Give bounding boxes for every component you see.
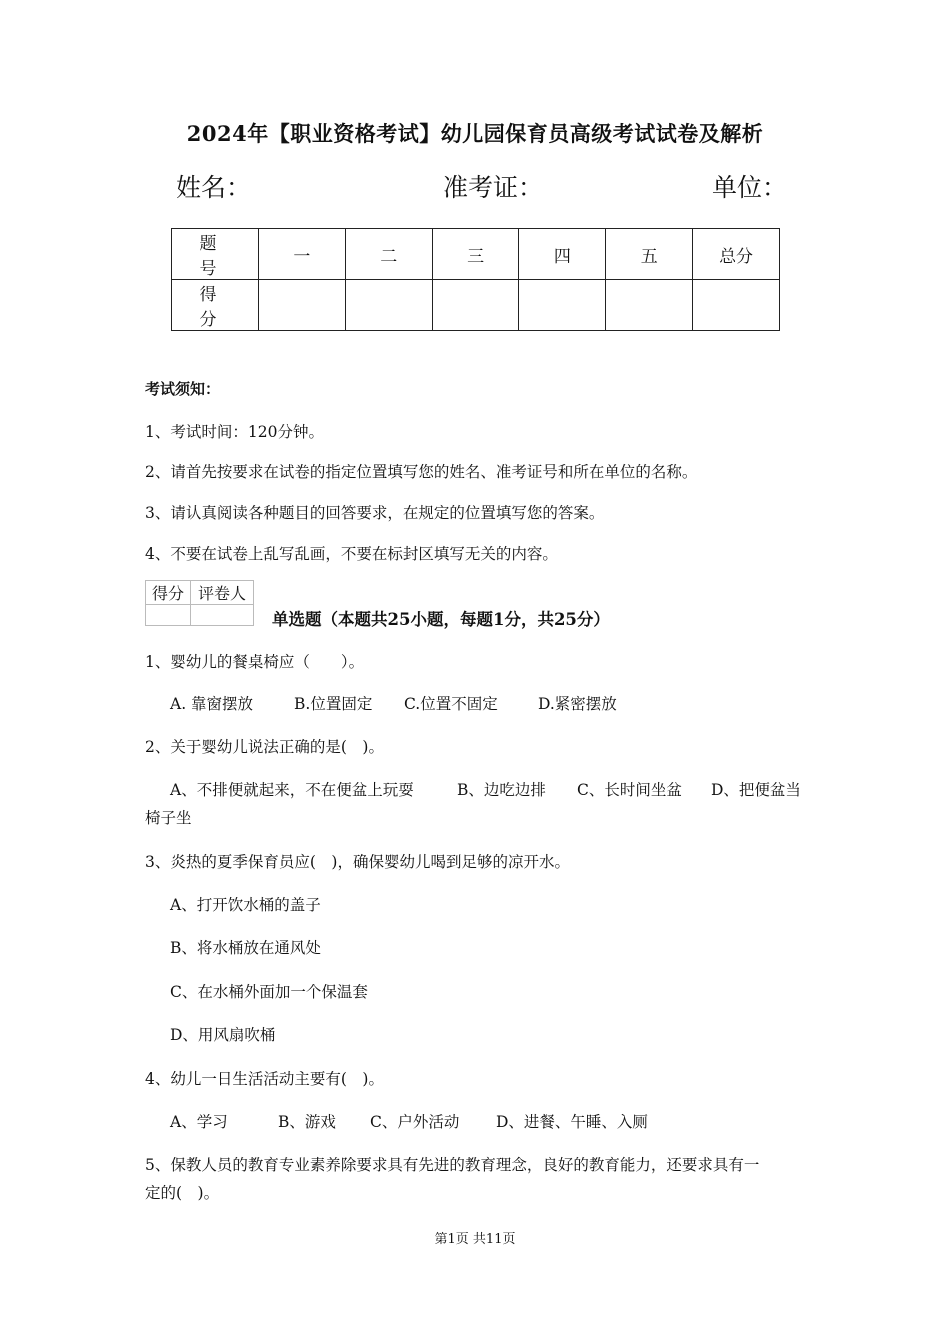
- option-c[interactable]: C、户外活动: [370, 1113, 460, 1131]
- name-field-label: 姓名：: [176, 173, 252, 202]
- question-4-options: [170, 1110, 648, 1132]
- question-1-options: [170, 692, 617, 714]
- score-table-header-row: [172, 229, 780, 280]
- score-table: [171, 228, 780, 331]
- option-b[interactable]: B、游戏: [278, 1113, 336, 1131]
- option-b[interactable]: B、边吃边排: [457, 781, 546, 799]
- option-a[interactable]: A、不排便就起来，不在便盆上玩耍: [170, 781, 414, 799]
- option-d[interactable]: D.紧密摆放: [538, 695, 617, 713]
- notice-item: 3、请认真阅读各种题目的回答要求，在规定的位置填写您的答案。: [145, 504, 605, 522]
- option-b[interactable]: B.位置固定: [294, 695, 373, 713]
- option-d[interactable]: D、把便盆当: [711, 781, 801, 799]
- option-a[interactable]: A. 靠窗摆放: [170, 695, 254, 713]
- option-d[interactable]: D、进餐、午睡、入厕: [496, 1113, 648, 1131]
- question-5: 5、保教人员的教育专业素养除要求具有先进的教育理念，良好的教育能力，还要求具有一: [145, 1156, 760, 1174]
- grader-name-label: 评卷人: [191, 581, 254, 605]
- option-c[interactable]: C、长时间坐盆: [577, 781, 682, 799]
- score-cell-4[interactable]: [519, 280, 606, 331]
- exam-id-field-label: 准考证：: [443, 173, 544, 202]
- grader-score-cell[interactable]: [146, 605, 191, 626]
- score-col-4: 四: [519, 229, 606, 280]
- score-col-2: 二: [345, 229, 432, 280]
- notice-item: 2、请首先按要求在试卷的指定位置填写您的姓名、准考证号和所在单位的名称。: [145, 463, 698, 481]
- grader-name-cell[interactable]: [191, 605, 254, 626]
- option-d[interactable]: D、用风扇吹桶: [170, 1026, 276, 1044]
- question-4: 4、幼儿一日生活活动主要有( )。: [145, 1070, 384, 1088]
- score-cell-1[interactable]: [259, 280, 346, 331]
- option-c[interactable]: C.位置不固定: [404, 695, 498, 713]
- score-cell-5[interactable]: [606, 280, 693, 331]
- question-2-options: [170, 778, 801, 800]
- score-col-5: 五: [606, 229, 693, 280]
- score-cell-3[interactable]: [432, 280, 519, 331]
- score-col-1: 一: [259, 229, 346, 280]
- question-2-continuation: 椅子坐: [145, 809, 192, 827]
- score-col-3: 三: [432, 229, 519, 280]
- score-col-total: 总分: [693, 229, 780, 280]
- question-3: 3、炎热的夏季保育员应( )，确保婴幼儿喝到足够的凉开水。: [145, 853, 570, 871]
- option-a[interactable]: A、打开饮水桶的盖子: [170, 896, 321, 914]
- page-footer: 第1页 共11页: [434, 1232, 516, 1247]
- notice-item: 4、不要在试卷上乱写乱画，不要在标封区填写无关的内容。: [145, 545, 558, 563]
- option-c[interactable]: C、在水桶外面加一个保温套: [170, 983, 368, 1001]
- score-cell-2[interactable]: [345, 280, 432, 331]
- section-title: 单选题（本题共25小题，每题1分，共25分）: [272, 610, 610, 629]
- score-table-score-row: [172, 280, 780, 331]
- option-b[interactable]: B、将水桶放在通风处: [170, 939, 321, 957]
- notice-item: 1、考试时间：120分钟。: [145, 423, 324, 441]
- grader-box: [145, 580, 254, 626]
- exam-title: 2024年【职业资格考试】幼儿园保育员高级考试试卷及解析: [186, 121, 764, 146]
- question-1: 1、婴幼儿的餐桌椅应（ ）。: [145, 653, 365, 671]
- score-label: 得 分: [172, 280, 259, 331]
- unit-field-label: 单位：: [712, 173, 788, 202]
- question-number-label: 题 号: [172, 229, 259, 280]
- grader-score-label: 得分: [146, 581, 191, 605]
- notice-title: 考试须知：: [145, 380, 221, 398]
- question-5-continuation: 定的( )。: [145, 1184, 220, 1202]
- option-a[interactable]: A、学习: [170, 1113, 228, 1131]
- score-cell-total[interactable]: [693, 280, 780, 331]
- question-2: 2、关于婴幼儿说法正确的是( )。: [145, 738, 384, 756]
